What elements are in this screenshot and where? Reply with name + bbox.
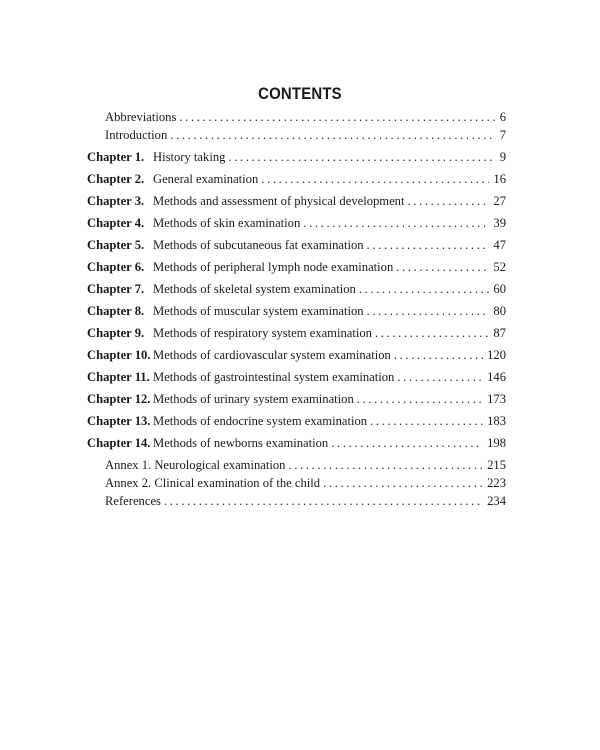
toc-entry-references[interactable] xyxy=(0,492,600,510)
toc-page-number: 16 xyxy=(493,172,506,186)
chapter-label: Chapter 2. xyxy=(87,172,145,186)
toc-entry-chapter-3[interactable] xyxy=(0,192,600,210)
toc-page-number: 39 xyxy=(493,216,506,230)
toc-page-number: 60 xyxy=(493,282,506,296)
chapter-label: Chapter 13. xyxy=(87,414,151,428)
toc-entry-chapter-10[interactable] xyxy=(0,346,600,364)
toc-entry-title: Methods of endocrine system examination xyxy=(153,414,368,428)
toc-entry-chapter-8[interactable] xyxy=(0,302,600,320)
chapter-label: Chapter 7. xyxy=(87,282,145,296)
toc-page-number: 9 xyxy=(499,150,506,164)
dot-leader xyxy=(323,474,483,492)
toc-entry-chapter-4[interactable] xyxy=(0,214,600,232)
dot-leader xyxy=(359,280,490,298)
toc-entry-chapter-7[interactable] xyxy=(0,280,600,298)
toc-entry-chapter-13[interactable] xyxy=(0,412,600,430)
toc-page-number: 234 xyxy=(487,494,506,508)
toc-entry-chapter-12[interactable] xyxy=(0,390,600,408)
toc-page-number: 27 xyxy=(493,194,506,208)
toc-entry-title: Methods of skeletal system examination xyxy=(153,282,356,296)
toc-page-number: 223 xyxy=(487,476,506,490)
dot-leader xyxy=(367,302,490,320)
toc-entry-abbreviations[interactable] xyxy=(0,108,600,126)
toc-entry-title: Abbreviations xyxy=(105,110,177,124)
toc-entry-title: Annex 2. Clinical examination of the child xyxy=(105,476,321,490)
toc-entry-introduction[interactable] xyxy=(0,126,600,144)
dot-leader xyxy=(394,346,483,364)
toc-entry-title: Annex 1. Neurological examination xyxy=(105,458,286,472)
chapter-label: Chapter 12. xyxy=(87,392,151,406)
chapter-label: Chapter 3. xyxy=(87,194,145,208)
dot-leader xyxy=(170,126,495,144)
chapter-label: Chapter 9. xyxy=(87,326,145,340)
chapter-label: Chapter 8. xyxy=(87,304,145,318)
toc-entry-chapter-11[interactable] xyxy=(0,368,600,386)
dot-leader xyxy=(261,170,489,188)
dot-leader xyxy=(397,368,483,386)
toc-entry-title: Methods of peripheral lymph node examination xyxy=(153,260,394,274)
toc-page-number: 47 xyxy=(493,238,506,252)
dot-leader xyxy=(357,390,483,408)
dot-leader xyxy=(367,236,490,254)
toc-entry-title: General examination xyxy=(153,172,259,186)
chapter-label: Chapter 6. xyxy=(87,260,145,274)
dot-leader xyxy=(375,324,489,342)
toc-entry-title: Methods of respiratory system examination xyxy=(153,326,372,340)
toc-page-number: 183 xyxy=(487,414,506,428)
dot-leader xyxy=(396,258,489,276)
toc-entry-title: Methods of subcutaneous fat examination xyxy=(153,238,364,252)
toc-page-number: 198 xyxy=(487,436,506,450)
dot-leader xyxy=(228,148,495,166)
toc-entry-chapter-9[interactable] xyxy=(0,324,600,342)
toc-page-number: 146 xyxy=(487,370,506,384)
toc-page-number: 7 xyxy=(499,128,506,142)
toc-entry-title: History taking xyxy=(153,150,226,164)
chapter-label: Chapter 11. xyxy=(87,370,150,384)
toc-entry-title: References xyxy=(105,494,161,508)
toc-entry-title: Methods of cardiovascular system examination xyxy=(153,348,391,362)
toc-entry-chapter-2[interactable] xyxy=(0,170,600,188)
toc-entry-chapter-14[interactable] xyxy=(0,434,600,452)
chapter-label: Chapter 10. xyxy=(87,348,151,362)
toc-entry-annex-1[interactable] xyxy=(0,456,600,474)
toc-page-number: 173 xyxy=(487,392,506,406)
toc-entry-chapter-1[interactable] xyxy=(0,148,600,166)
chapter-label: Chapter 5. xyxy=(87,238,145,252)
toc-entry-annex-2[interactable] xyxy=(0,474,600,492)
chapter-label: Chapter 14. xyxy=(87,436,151,450)
dot-leader xyxy=(407,192,489,210)
dot-leader xyxy=(303,214,489,232)
toc-page-number: 215 xyxy=(487,458,506,472)
dot-leader xyxy=(331,434,483,452)
toc-entry-chapter-6[interactable] xyxy=(0,258,600,276)
dot-leader xyxy=(179,108,495,126)
toc-page-number: 87 xyxy=(493,326,506,340)
toc-page-number: 80 xyxy=(493,304,506,318)
toc-entry-title: Methods and assessment of physical development xyxy=(153,194,405,208)
page-title: CONTENTS xyxy=(258,84,342,103)
toc-entry-title: Methods of muscular system examination xyxy=(153,304,364,318)
toc-page-number: 120 xyxy=(487,348,506,362)
toc-entry-title: Methods of urinary system examination xyxy=(153,392,354,406)
dot-leader xyxy=(164,492,483,510)
toc-page-number: 6 xyxy=(499,110,506,124)
toc-entry-title: Methods of gastrointestinal system examination xyxy=(153,370,395,384)
toc-entry-chapter-5[interactable] xyxy=(0,236,600,254)
chapter-label: Chapter 4. xyxy=(87,216,145,230)
toc-page-number: 52 xyxy=(493,260,506,274)
dot-leader xyxy=(370,412,483,430)
chapter-label: Chapter 1. xyxy=(87,150,145,164)
toc-entry-title: Methods of newborns examination xyxy=(153,436,329,450)
toc-entry-title: Introduction xyxy=(105,128,168,142)
dot-leader xyxy=(288,456,483,474)
toc-entry-title: Methods of skin examination xyxy=(153,216,301,230)
